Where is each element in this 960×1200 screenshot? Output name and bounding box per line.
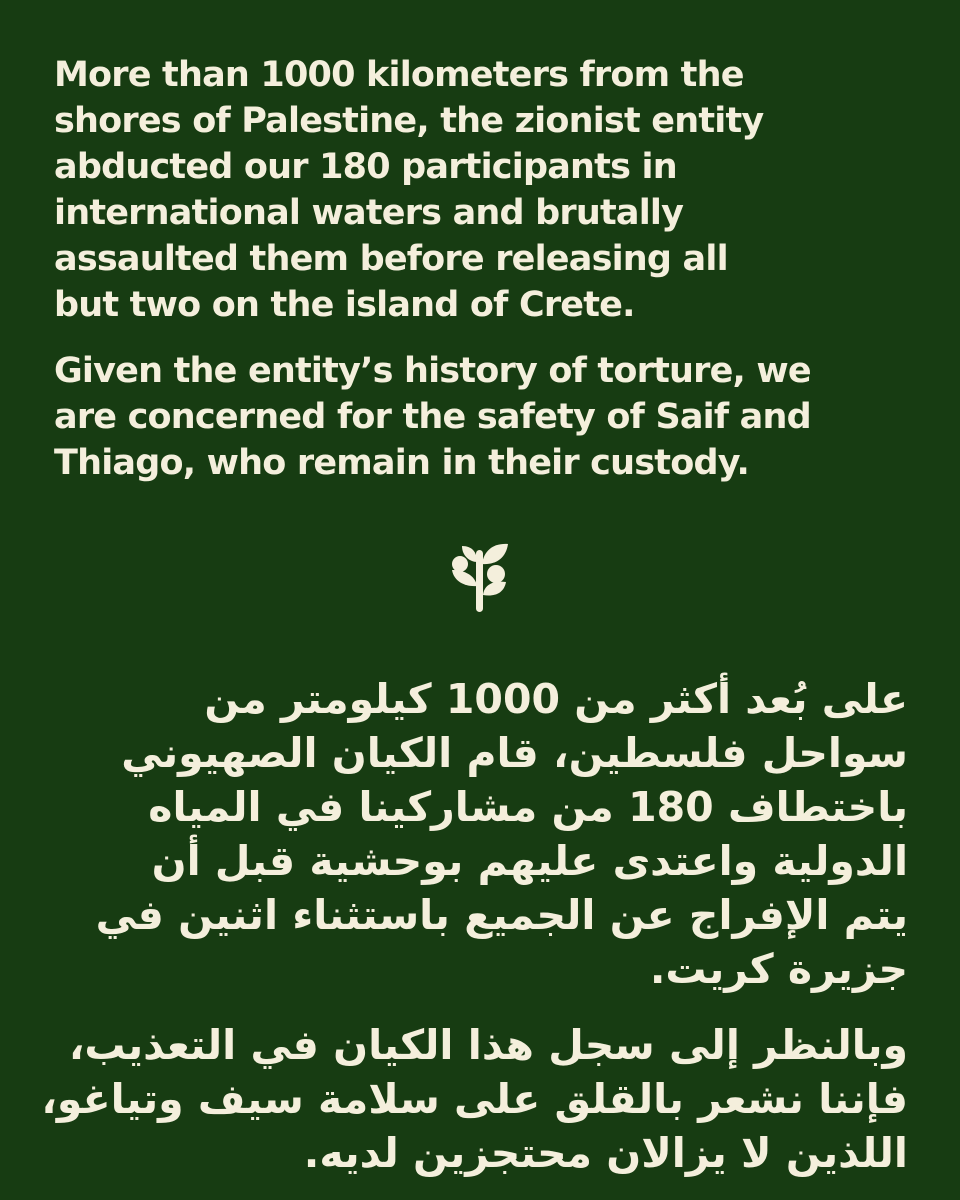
english-paragraph-1: [54, 52, 910, 328]
arabic-line: الدولية واعتدى عليهم بوحشية قبل أن: [151, 837, 908, 885]
arabic-line: جزيرة كريت.: [649, 945, 908, 993]
left-circle-shape: [452, 556, 468, 572]
leaf-top-right-shape: [482, 544, 508, 564]
arabic-paragraph-2: [38, 1018, 908, 1180]
arabic-line: فإننا نشعر بالقلق على سلامة سيف وتياغو،: [41, 1075, 908, 1123]
arabic-paragraph-1: [38, 672, 908, 996]
right-circle-shape: [487, 565, 505, 583]
english-line: More than 1000 kilometers from the: [54, 55, 744, 95]
english-line: Thiago, who remain in their custody.: [54, 443, 750, 483]
leaf-bottom-left-shape: [452, 570, 477, 586]
arabic-line: اللذين لا يزالان محتجزين لديه.: [303, 1129, 908, 1177]
english-statement: [54, 52, 910, 486]
leaf-bottom-right-shape: [483, 582, 506, 596]
arabic-line: يتم الإفراج عن الجميع باستثناء اثنين في: [95, 891, 908, 939]
english-line: assaulted them before releasing all: [54, 239, 728, 279]
arabic-statement: [38, 672, 908, 1180]
leaf-sprig-icon: [446, 540, 516, 612]
arabic-line: باختطاف 180 من مشاركينا في المياه: [148, 783, 908, 831]
english-line: Given the entity’s history of torture, we: [54, 351, 811, 391]
english-line: but two on the island of Crete.: [54, 285, 635, 325]
arabic-line: على بُعد أكثر من 1000 كيلومتر من: [204, 675, 908, 723]
english-line: are concerned for the safety of Saif and: [54, 397, 811, 437]
english-line: international waters and brutally: [54, 193, 684, 233]
arabic-line: سواحل فلسطين، قام الكيان الصهيوني: [121, 729, 908, 777]
english-line: shores of Palestine, the zionist entity: [54, 101, 764, 141]
arabic-line: وبالنظر إلى سجل هذا الكيان في التعذيب،: [68, 1021, 908, 1069]
english-paragraph-2: [54, 348, 910, 486]
leaf-sprig-svg: [446, 540, 516, 612]
english-line: abducted our 180 participants in: [54, 147, 677, 187]
stem-shape: [476, 550, 483, 612]
